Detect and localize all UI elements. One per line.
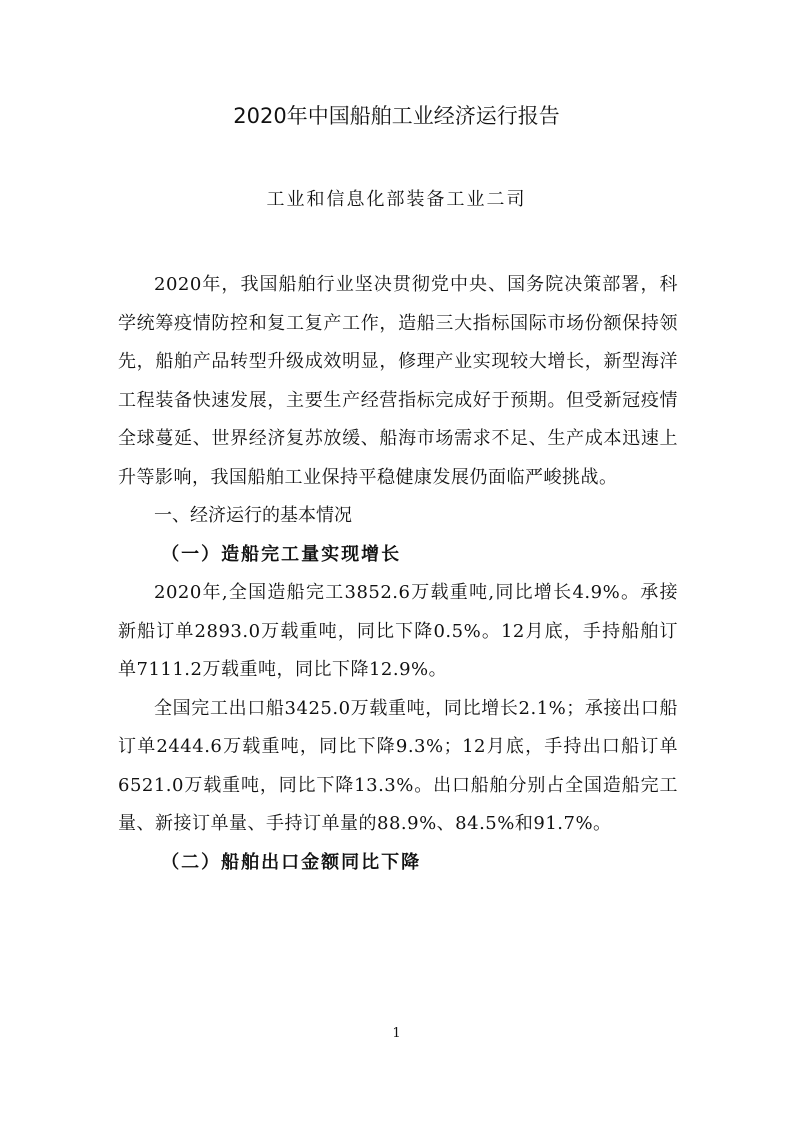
intro-paragraph: 2020年，我国船舶行业坚决贯彻党中央、国务院决策部署，科学统筹疫情防控和复工复产工作，造船三大指标国际市场份额保持领先，船舶产品转型升级成效明显，修理产业实现较大增长，新型海洋工程装备快速发展，主要生产经营指标完成好于预期。但受新冠疫情全球蔓延、世界经济复苏放缓、船海市场需求不足、生产成本迅速上升等影响，我国船舶工业保持平稳健康发展仍面临严峻挑战。 [118,274,678,488]
page-number: 1 [392,1026,401,1041]
body-paragraph: 2020年,全国造船完工3852.6万载重吨,同比增长4.9%。承接新船订单2893.0万载重吨，同比下降0.5%。12月底，手持船舶订单7111.2万载重吨，同比下降12.9%。 [118,582,678,680]
document-author: 工业和信息化部装备工业二司 [266,189,527,210]
document-body [118,266,678,882]
subsection-heading: （二）船舶出口金额同比下降 [161,851,422,873]
section-heading: 一、经济运行的基本情况 [154,505,352,526]
body-paragraph: 全国完工出口船3425.0万载重吨，同比增长2.1%；承接出口船订单2444.6万载重吨，同比下降9.3%；12月底，手持出口船订单6521.0万载重吨，同比下降13.3%。出口船舶分别占全国造船完工量、新接订单量、手持订单量的88.9%、84.5%和91.7%。 [118,697,678,834]
document-title: 2020年中国船舶工业经济运行报告 [233,104,560,128]
subsection-heading: （一）造船完工量实现增长 [161,543,402,565]
